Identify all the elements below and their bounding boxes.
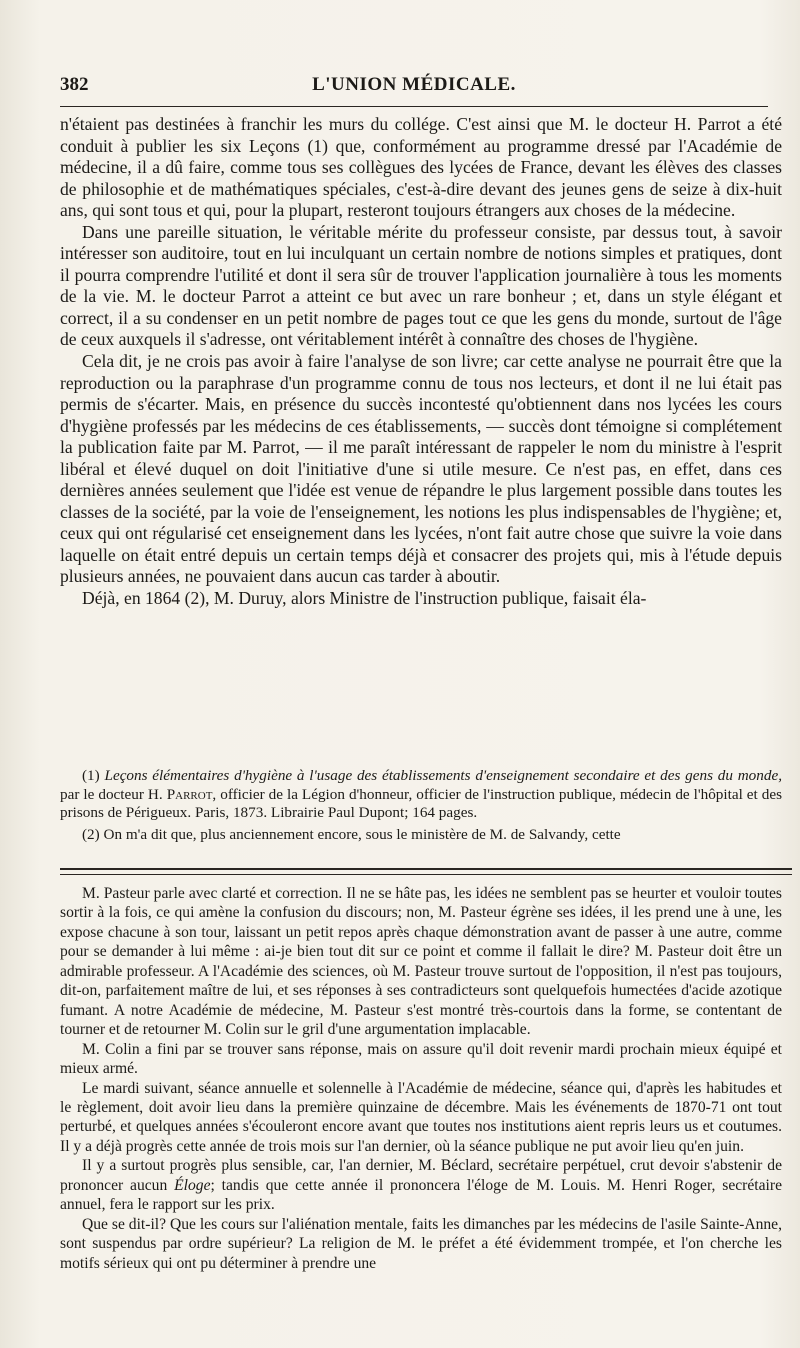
feuilleton-paragraph: M. Pasteur parle avec clarté et correction. Il ne se hâte pas, les idées ne semblent pas se heurter et vouloir toutes sortir à la fois, ce qui amène la confusion du discours; non, M. Pasteur égrène ses idées, il les prend une à une, les expose chacune à son tour, laissant un petit repos après chaque démonstration avant de passer à une autre, comme pour se demander à lui même : ai-je bien tout dit sur ce point et comme il fallait le dire? M. Pasteur doit être un admirable professeur. A l'Académie des sciences, où M. Pasteur trouve surtout de l'opposition, il n'est pas toujours, dit-on, parfaitement maître de lui, et ses réponses à ses contradicteurs sont quelquefois humectées d'acide azotique fumant. A notre Académie de médecine, M. Pasteur s'est montré très-courtois dans la forme, se contentant de tourner et de retourner M. Colin sur le gril d'une argumentation implacable.: [60, 885, 782, 1039]
feuilleton-italic-eloge: Éloge: [174, 1176, 211, 1194]
feuilleton-text: ; tandis que cette année il prononcera l'éloge de M. Louis. M. Henri Roger, secrétaire annuel, fera le rapport sur les prix.: [60, 1176, 782, 1214]
feuilleton-paragraph: M. Colin a fini par se trouver sans réponse, mais on assure qu'il doit revenir mardi prochain mieux équipé et mieux armé.: [60, 1040, 782, 1078]
footnote-1: [60, 767, 782, 823]
feuilleton-separator: [60, 868, 792, 875]
feuilleton-column: [60, 884, 782, 1273]
page-header: [60, 74, 768, 104]
feuilleton-paragraph: Que se dit-il? Que les cours sur l'aliénation mentale, faits les dimanches par les médecins de l'asile Sainte-Anne, sont suspendus par ordre supérieur? La religion de M. le préfet a été évidemment trompée, et l'on cherche les motifs sérieux qui ont pu déterminer à prendre une: [60, 1215, 782, 1272]
footnote-2: (2) On m'a dit que, plus anciennement encore, sous le ministère de M. de Salvandy, cette: [82, 825, 621, 843]
footnote-book-title: Leçons élémentaires d'hygiène à l'usage des établissements d'enseignement secondaire et des gens du monde,: [104, 767, 783, 784]
feuilleton-text: Il y a surtout progrès plus sensible, car, l'an dernier, M. Béclard, secrétaire perpétuel, crut devoir s'abstenir de prononcer aucun: [60, 1157, 782, 1194]
main-paragraph: n'étaient pas destinées à franchir les murs du collége. C'est ainsi que M. le docteur H. Parrot a été conduit à publier les six Leçons (1) que, conformément au programme dressé par l'Académie de médecine, il a dû faire, comme tous ses collègues des lycées de France, devant les élèves des classes de philosophie et de mathématiques spéciales, c'est-à-dire devant des jeunes gens de seize à dix-huit ans, qui sont tous et qui, pour la plupart, resteront toujours étrangers aux choses de la médecine.: [60, 114, 782, 221]
footnote-marker: (1): [82, 767, 100, 784]
main-paragraph: Dans une pareille situation, le véritable mérite du professeur consiste, par dessus tout, à savoir intéresser son auditoire, tout en lui inculquant un certain nombre de notions simples et pratiques, dont il pourra comprendre l'utilité et dont il sera sûr de trouver l'application journalière à tous les moments de la vie. M. le docteur Parrot a atteint ce but avec un rare bonheur ; et, dans un style élégant et correct, il a su condenser en un petit nombre de pages tout ce que les gens du monde, surtout de l'âge de ceux auxquels il s'adresse, ont véritablement intérêt à connaître des choses de l'hygiène.: [60, 221, 782, 350]
footnote-details: , officier de la Légion d'honneur, officier de l'instruction publique, médecin de l'hôpital et des prisons de Périgueux. Paris, 1873. Librairie Paul Dupont; 164 pages.: [60, 785, 782, 822]
footnote-by: par le docteur H.: [60, 785, 163, 803]
feuilleton-paragraph: [60, 1156, 782, 1214]
footnotes: [60, 767, 782, 847]
main-paragraph: Cela dit, je ne crois pas avoir à faire l'analyse de son livre; car cette analyse ne pourrait être que la reproduction ou la paraphrase d'un programme connu de tous nos lecteurs, et dont il ne lui était pas permis de s'écarter. Mais, en présence du succès incontesté qu'obtiennent dans nos lycées les cours d'hygiène professés par les médecins de ces établissements, — succès dont témoigne si complétement la publication faite par M. Parrot, — il me paraît intéressant de rappeler le nom du ministre à l'esprit libéral et élevé duquel on doit l'initiative d'une si utile mesure. Ce n'est pas, en effet, dans ces dernières années seulement que l'idée est venue de répandre le plus largement possible dans toutes les classes de la société, par la voie de l'enseignement, les notions les plus indispensables de l'hygiène; et, ceux qui ont régularisé cet enseignement dans les lycées, n'ont fait autre chose que suivre la voie dans laquelle on était entré depuis un certain temps déjà et consacrer des projets qui, mis à l'étude depuis plusieurs années, ne pouvaient dans aucun cas tarder à aboutir.: [60, 351, 782, 587]
header-rule: [60, 106, 768, 107]
page-number: 382: [60, 74, 89, 95]
main-paragraph: Déjà, en 1864 (2), M. Duruy, alors Ministre de l'instruction publique, faisait éla-: [82, 588, 647, 609]
feuilleton-paragraph: Le mardi suivant, séance annuelle et solennelle à l'Académie de médecine, séance qui, d'après les habitudes et le règlement, doit avoir lieu dans la première quinzaine de décembre. Mais les événements de 1870-71 ont tout perturbé, et quelques années s'écouleront encore avant que toutes nos institutions aient repris leurs us et coutumes. Il y a déjà progrès cette année de trois mois sur l'an dernier, où la séance publique ne put avoir lieu qu'en juin.: [60, 1079, 782, 1155]
running-head: L'UNION MÉDICALE.: [312, 74, 516, 95]
main-article: [60, 114, 782, 610]
footnote-author: Parrot: [166, 785, 213, 803]
